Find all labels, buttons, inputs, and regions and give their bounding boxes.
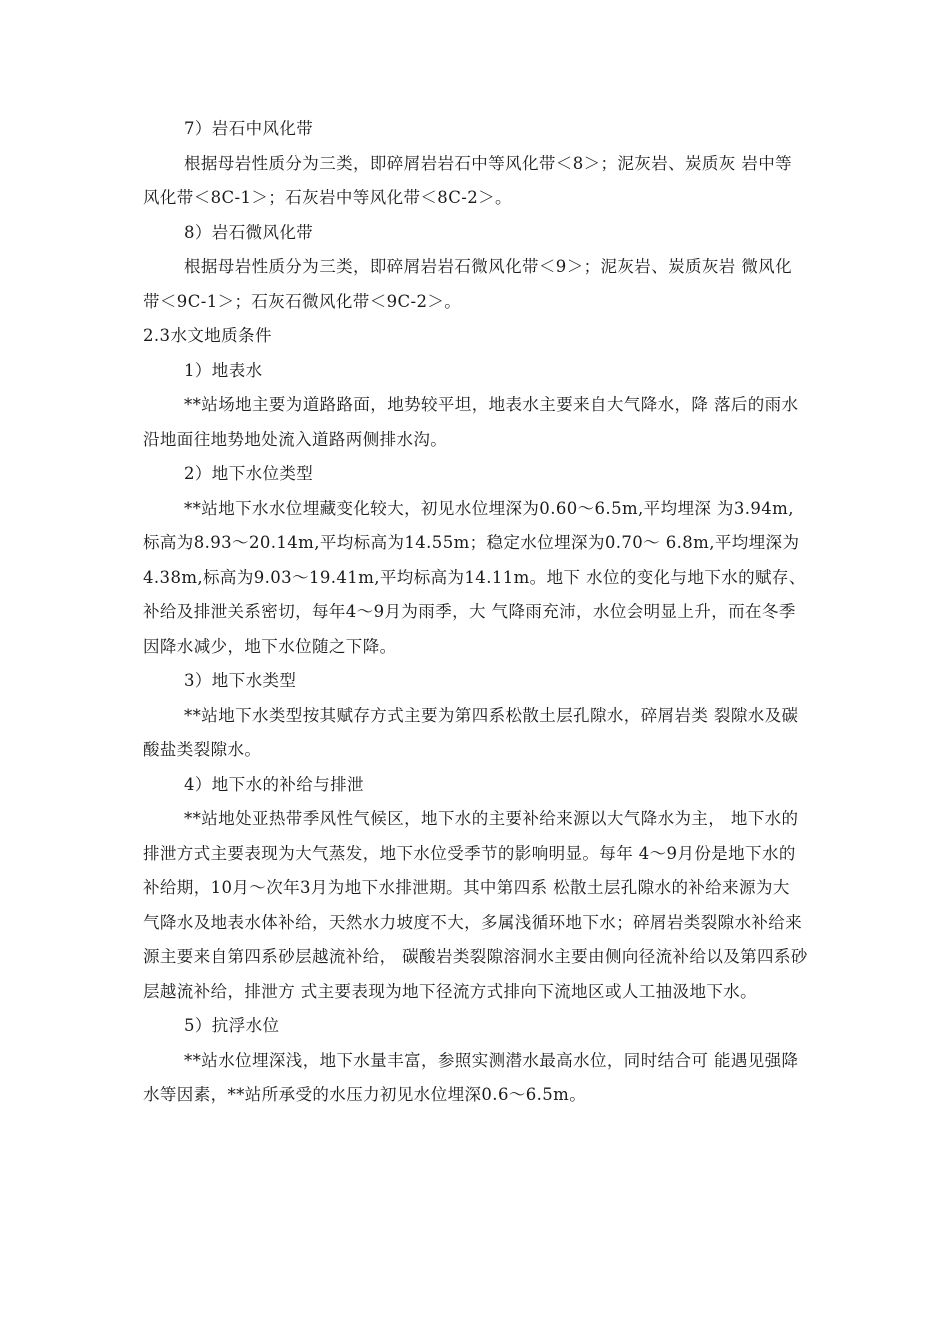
paragraph-groundwater-type [143, 699, 823, 768]
text-line: **站场地主要为道路路面，地势较平坦，地表水主要来自大气降水，降 落后的雨水 [184, 395, 799, 414]
paragraph-anti-floating-level [143, 1044, 823, 1113]
text-line: **站地下水类型按其赋存方式主要为第四系松散土层孔隙水，碎屑岩类 裂隙水及碳 [184, 705, 799, 725]
text-line: **站地处亚热带季风性气候区，地下水的主要补给来源以大气降水为主， 地下水的 [184, 809, 799, 828]
heading-groundwater-level-type: 2）地下水位类型 [184, 464, 314, 483]
text-line: 根据母岩性质分为三类，即碎屑岩岩石中等风化带＜8＞；泥灰岩、炭质灰 岩中等 [184, 153, 793, 173]
text-line: **站地下水水位埋藏变化较大，初见水位埋深为0.60～6.5m,平均埋深 为3.94m, [184, 498, 794, 518]
paragraph-groundwater-level-type [143, 492, 823, 665]
text-line: **站水位埋深浅，地下水量丰富，参照实测潜水最高水位，同时结合可 能遇见强降 [184, 1050, 799, 1070]
paragraph-recharge-discharge [143, 802, 823, 1009]
text-line: 源主要来自第四系砂层越流补给， 碳酸岩类裂隙溶洞水主要由侧向径流补给以及第四系砂 [143, 947, 808, 966]
heading-groundwater-type: 3）地下水类型 [184, 671, 297, 690]
text-line: 4.38m,标高为9.03～19.41m,平均标高为14.11m。地下 水位的变化与地下水的赋存、 [143, 567, 806, 587]
text-line: 根据母岩性质分为三类，即碎屑岩岩石微风化带＜9＞；泥灰岩、炭质灰岩 微风化 [184, 257, 793, 276]
paragraph-surface-water [143, 388, 823, 457]
text-line: 酸盐类裂隙水。 [143, 740, 262, 759]
heading-weathered-slight: 8）岩石微风化带 [184, 222, 314, 242]
heading-weathered-moderate: 7）岩石中风化带 [184, 119, 314, 138]
text-line: 排泄方式主要表现为大气蒸发，地下水位受季节的影响明显。每年 4～9月份是地下水的 [143, 843, 796, 863]
heading-anti-floating-level: 5）抗浮水位 [184, 1016, 280, 1035]
paragraph-weathered-slight [143, 250, 823, 319]
heading-recharge-discharge: 4）地下水的补给与排泄 [184, 774, 364, 794]
text-line: 层越流补给，排泄方 式主要表现为地下径流方式排向下流地区或人工抽汲地下水。 [143, 981, 758, 1001]
text-line: 补给及排泄关系密切，每年4～9月为雨季，大 气降雨充沛，水位会明显上升，而在冬季 [143, 602, 796, 621]
text-line: 带＜9C-1＞；石灰石微风化带＜9C-2＞。 [143, 291, 462, 311]
text-line: 水等因素，**站所承受的水压力初见水位埋深0.6～6.5m。 [143, 1085, 587, 1104]
heading-surface-water: 1）地表水 [184, 360, 263, 380]
document-page [143, 112, 823, 1113]
text-line: 因降水减少，地下水位随之下降。 [143, 636, 397, 656]
paragraph-weathered-moderate [143, 147, 823, 216]
text-line: 标高为8.93～20.14m,平均标高为14.55m；稳定水位埋深为0.70～ 6.8m,平均埋深为 [143, 533, 800, 552]
text-line: 气降水及地表水体补给，天然水力坡度不大，多属浅循环地下水；碎屑岩类裂隙水补给来 [143, 912, 803, 932]
text-line: 沿地面往地势地处流入道路两侧排水沟。 [143, 429, 448, 449]
text-line: 补给期，10月～次年3月为地下水排泄期。其中第四系 松散土层孔隙水的补给来源为大 [143, 878, 790, 897]
text-line: 风化带＜8C-1＞；石灰岩中等风化带＜8C-2＞。 [143, 188, 512, 207]
heading-hydrogeology: 2.3水文地质条件 [143, 326, 272, 345]
